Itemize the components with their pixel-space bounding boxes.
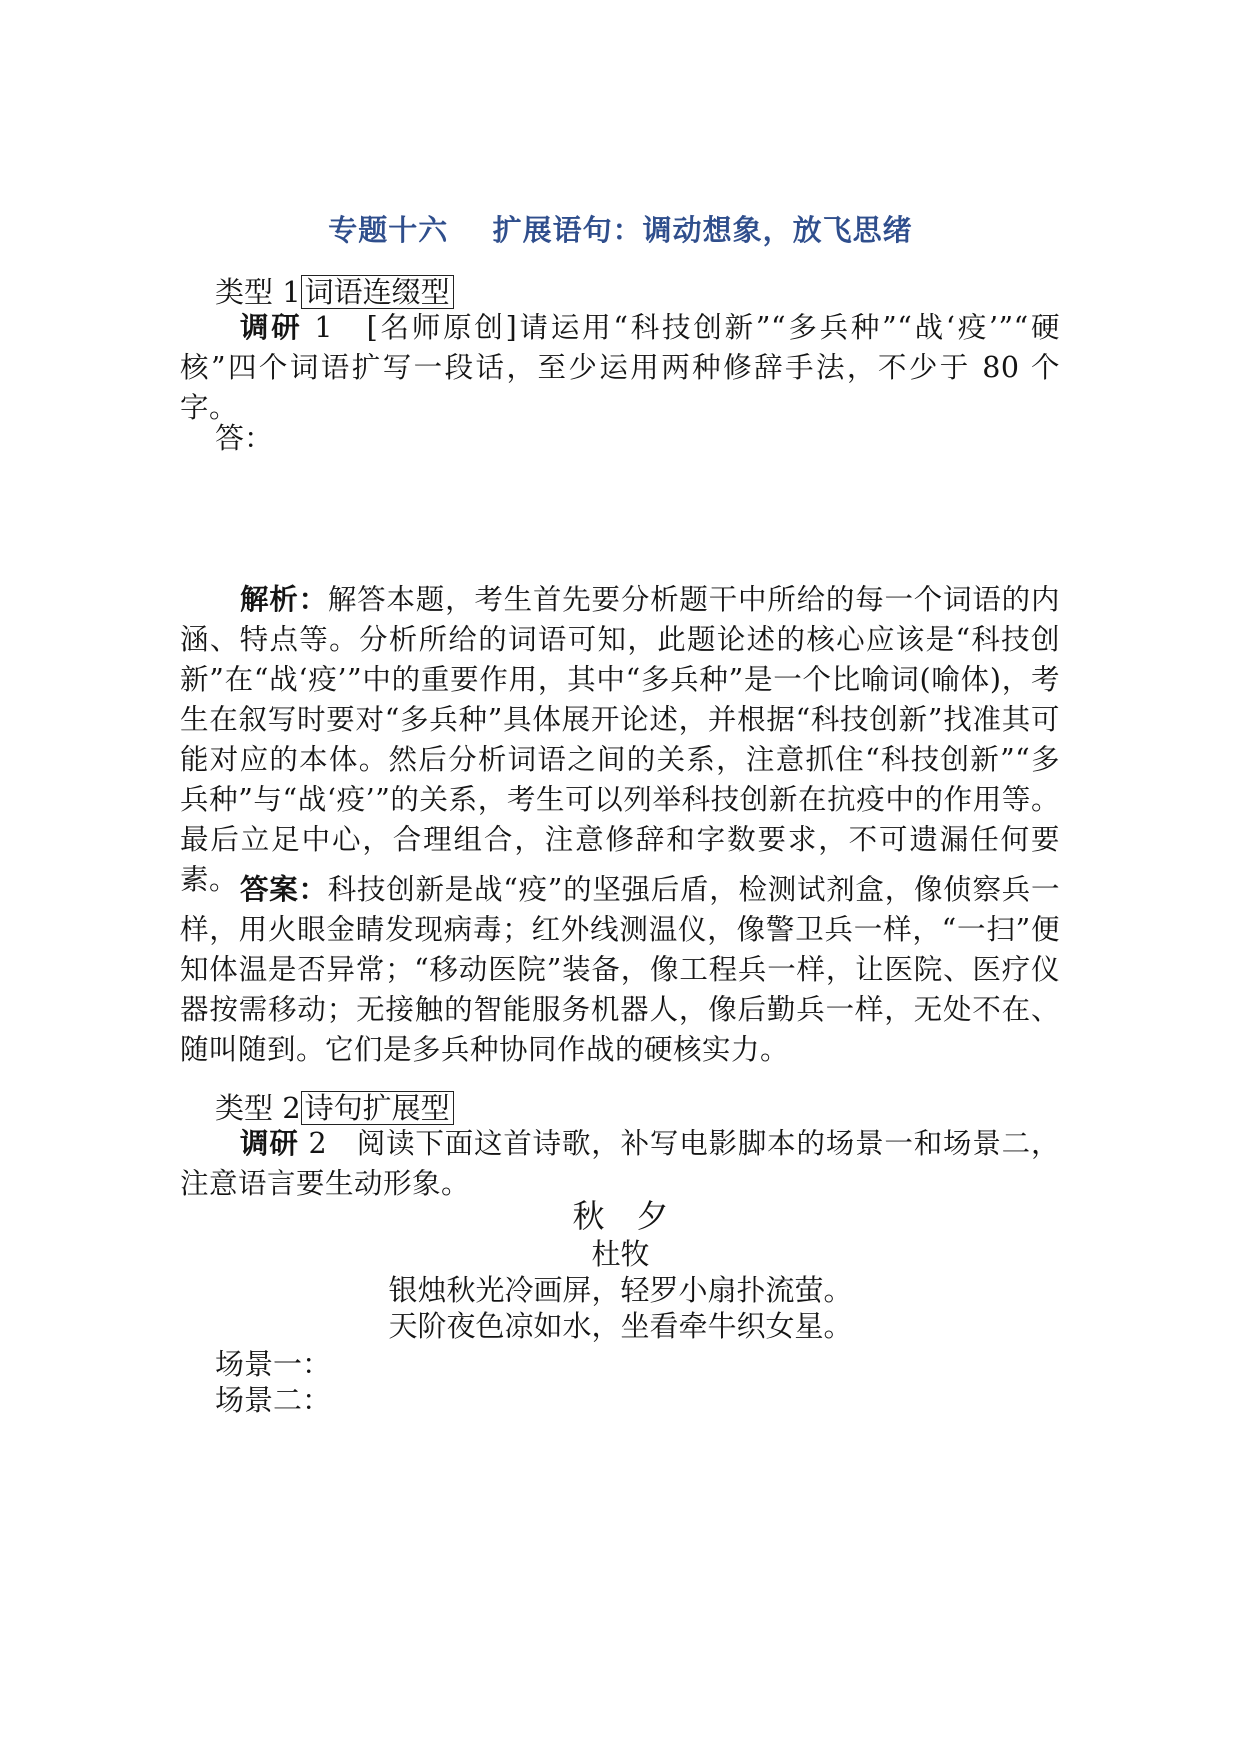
type2-heading xyxy=(215,1088,454,1128)
type1-label: 类型 1 xyxy=(215,275,301,309)
question-1 xyxy=(180,308,1060,428)
poem-line-1: 银烛秋光冷画屏，轻罗小扇扑流萤。 xyxy=(388,1273,853,1307)
page-title: 专题十六 扩展语句：调动想象，放飞思绪 xyxy=(328,213,913,247)
question-2-head: 调研 xyxy=(240,1127,299,1160)
question-1-number: 1 xyxy=(302,311,367,344)
question-1-head: 调研 xyxy=(240,311,303,344)
question-2-text: 阅读下面这首诗歌，补写电影脚本的场景一和场景二，注意语言要生动形象。 xyxy=(180,1127,1060,1200)
analysis-head: 解析： xyxy=(240,583,328,616)
question-2 xyxy=(180,1124,1060,1204)
answer-text: 科技创新是战“疫”的坚强后盾，检测试剂盒，像侦察兵一样，用火眼金睛发现病毒；红外线测温仪，像警卫兵一样，“一扫”便知体温是否异常；“移动医院”装备，像工程兵一样，让医院、医疗仪器按需移动；无接触的智能服务机器人，像后勤兵一样，无处不在、随叫随到。它们是多兵种协同作战的硬核实力。 xyxy=(180,873,1060,1066)
answer-prompt: 答： xyxy=(215,421,274,455)
analysis-paragraph xyxy=(180,580,1060,900)
question-2-number: 2 xyxy=(298,1127,357,1160)
answer-head: 答案： xyxy=(240,873,328,906)
type1-box: 词语连缀型 xyxy=(301,275,454,309)
poem-title: 秋 夕 xyxy=(572,1197,669,1235)
scene-2-label: 场景二： xyxy=(215,1383,332,1417)
type2-box: 诗句扩展型 xyxy=(301,1091,454,1125)
question-1-text: [名师原创]请运用“科技创新”“多兵种”“战‘疫’”“硬核”四个词语扩写一段话，至少运用两种修辞手法，不少于 80 个字。 xyxy=(180,311,1060,424)
type1-heading xyxy=(215,272,454,312)
answer-paragraph xyxy=(180,870,1060,1070)
analysis-text: 解答本题，考生首先要分析题干中所给的每一个词语的内涵、特点等。分析所给的词语可知，此题论述的核心应该是“科技创新”在“战‘疫’”中的重要作用，其中“多兵种”是一个比喻词(喻体)，考生在叙写时要对“多兵种”具体展开论述，并根据“科技创新”找准其可能对应的本体。然后分析词语之间的关系，注意抓住“科技创新”“多兵种”与“战‘疫’”的关系，考生可以列举科技创新在抗疫中的作用等。最后立足中心，合理组合，注意修辞和字数要求，不可遗漏任何要素。 xyxy=(180,583,1060,896)
type2-label: 类型 2 xyxy=(215,1091,301,1125)
poem-line-2: 天阶夜色凉如水，坐看牵牛织女星。 xyxy=(388,1309,853,1343)
poem-author: 杜牧 xyxy=(591,1237,650,1271)
scene-1-label: 场景一： xyxy=(215,1347,332,1381)
